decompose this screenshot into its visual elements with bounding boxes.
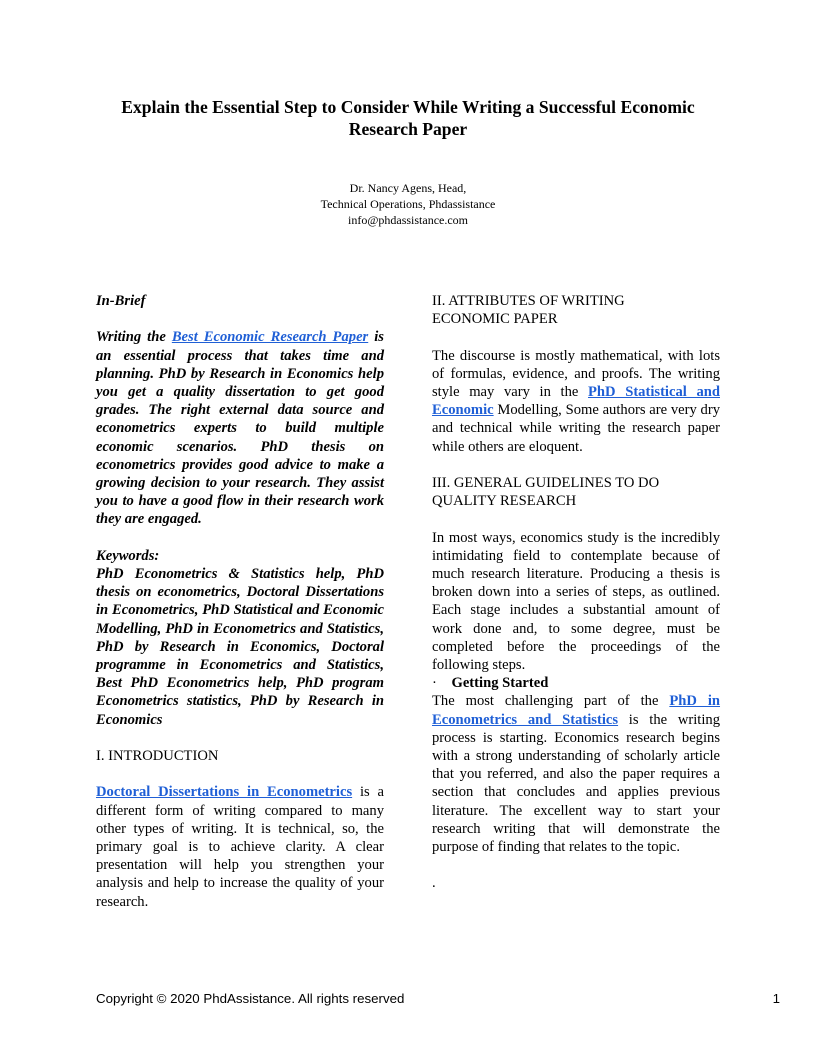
attributes-heading-line2: ECONOMIC PAPER: [432, 311, 558, 328]
guidelines-paragraph: In most ways, economics study is the incredibly intimidating field to contemplate because of much research literature. Producing a thesis is broken down into a series of steps, as outlined. Each stage includes a substantial amount of work done and, to some degree, must be completed before the proceedings of the following steps.: [432, 529, 720, 674]
attributes-post: Modelling, Some authors are very dry and technical while writing the research paper while others are eloquent.: [432, 402, 720, 455]
guidelines-heading-line1: III. GENERAL GUIDELINES TO DO: [432, 475, 660, 491]
getting-started-pre: The most challenging part of the: [432, 693, 670, 710]
introduction-heading: I. INTRODUCTION: [96, 748, 219, 765]
in-brief-paragraph: [96, 328, 384, 528]
introduction-paragraph: [96, 783, 384, 910]
phd-statistical-economic-link[interactable]: PhD Statistical and Economic: [432, 384, 720, 419]
page-footer: [96, 990, 780, 1008]
in-brief-label: In-Brief: [96, 293, 146, 309]
getting-started-paragraph: [432, 692, 720, 856]
left-column: [96, 292, 384, 911]
best-economic-research-paper-link[interactable]: Best Economic Research Paper: [171, 329, 369, 346]
copyright-text: Copyright © 2020 PhdAssistance. All rights reserved: [96, 991, 405, 1006]
author-affiliation: Technical Operations, Phdassistance: [320, 197, 496, 211]
in-brief-post: is an essential process that takes time and planning. PhD by Research in Economics help you get a quality dissertation to get good grades. The right external data source and econometrics experts to build multiple economic scenarios. PhD thesis on econometrics provides good advice to make a growing decision to your research. They assist you to have a good flow in their research work they are engaged.: [96, 329, 384, 528]
trailing-dot: .: [432, 875, 436, 892]
doctoral-dissertations-link[interactable]: Doctoral Dissertations in Econometrics: [96, 784, 353, 801]
right-column: [432, 292, 720, 893]
getting-started-item: [432, 674, 720, 692]
attributes-paragraph: [432, 347, 720, 456]
author-name: Dr. Nancy Agens, Head,: [349, 181, 467, 195]
bullet-icon: ·: [432, 675, 437, 692]
attributes-pre: The discourse is mostly mathematical, with lots of formulas, evidence, and proofs. The writing style may vary in the: [432, 347, 720, 400]
author-email: info@phdassistance.com: [347, 213, 469, 227]
attributes-heading-line1: II. ATTRIBUTES OF WRITING: [432, 293, 625, 309]
phd-econometrics-statistics-link[interactable]: PhD in Econometrics and Statistics: [432, 693, 721, 728]
page-title: Explain the Essential Step to Consider While Writing a Successful Economic Research Paper: [121, 97, 695, 139]
introduction-post: is a different form of writing compared to many other types of writing. It is technical, so, the primary goal is to achieve clarity. A clear presentation will help you strengthen your analysis and help to increase the quality of your research.: [96, 784, 384, 910]
keywords-label: Keywords:: [96, 547, 160, 564]
guidelines-heading-line2: QUALITY RESEARCH: [432, 493, 577, 510]
getting-started-label: Getting Started: [451, 675, 549, 692]
in-brief-pre: Writing the: [96, 329, 172, 346]
keywords-text: PhD Econometrics & Statistics help, PhD thesis on econometrics, Doctoral Dissertations in Econometrics, PhD Statistical and Economic Modelling, PhD in Econometrics and Statistics, PhD by Research in Economics, Doctoral programme in Econometrics and Statistics, Best PhD Econometrics help, PhD program Econometrics statistics, PhD by Research in Economics: [96, 566, 384, 728]
author-block: [96, 180, 720, 228]
page-number: 1: [772, 991, 780, 1006]
getting-started-post: is the writing process is starting. Economics research begins with a strong understanding of scholarly article that you referred, and also the paper requires a section that concludes and applies previous literature. The excellent way to start your research writing that will demonstrate the purpose of finding that relates to the topic.: [432, 711, 720, 856]
